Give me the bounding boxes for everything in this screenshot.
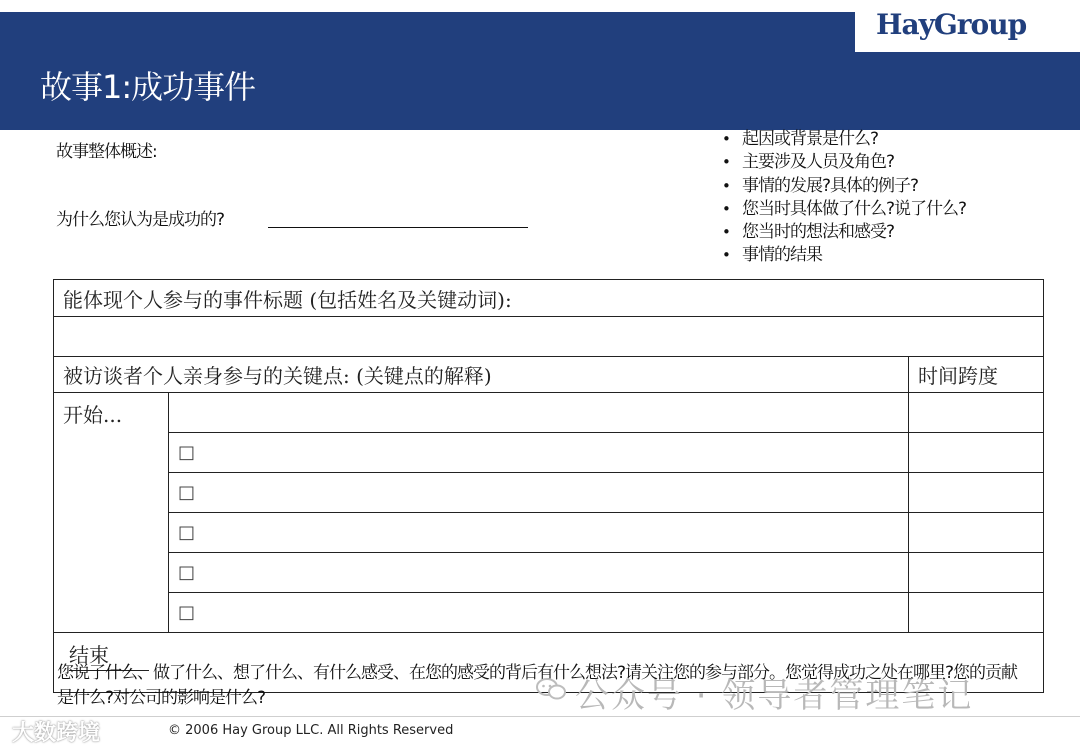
checkbox-icon[interactable]: □ xyxy=(169,433,909,473)
start-label: 开始... xyxy=(54,393,169,633)
time-span-field[interactable] xyxy=(909,433,1044,473)
checkbox-icon[interactable]: □ xyxy=(169,553,909,593)
time-span-field[interactable] xyxy=(909,393,1044,433)
guiding-question: • 您当时的想法和感受? xyxy=(722,222,895,243)
bullet-icon: • xyxy=(722,246,730,265)
wechat-icon xyxy=(536,677,566,701)
footer-watermark: 大数跨境 xyxy=(12,721,101,746)
time-span-field[interactable] xyxy=(909,513,1044,553)
table-row xyxy=(54,513,1044,553)
event-title-field[interactable] xyxy=(54,317,1044,357)
time-span-header: 时间跨度 xyxy=(909,357,1044,393)
checkbox-icon[interactable]: □ xyxy=(169,513,909,553)
guiding-question: • 主要涉及人员及角色? xyxy=(722,152,895,173)
copyright-text: © 2006 Hay Group LLC. All Rights Reserved xyxy=(168,723,454,738)
time-span-field[interactable] xyxy=(909,553,1044,593)
end-label: 结束 xyxy=(69,639,149,671)
event-title-label: 能体现个人参与的事件标题 (包括姓名及关键动词): xyxy=(54,280,1044,317)
table-row xyxy=(54,280,1044,317)
table-row xyxy=(54,553,1044,593)
why-success-prompt: 为什么您认为是成功的? xyxy=(56,210,225,230)
table-row xyxy=(54,357,1044,393)
guiding-question: • 事情的发展?具体的例子? xyxy=(722,175,919,196)
guiding-question: • 事情的结果 xyxy=(722,245,822,266)
key-points-header: 被访谈者个人亲身参与的关键点: (关键点的解释) xyxy=(54,357,909,393)
wechat-watermark: 公众号 · 领导者管理笔记 xyxy=(575,676,974,716)
time-span-field[interactable] xyxy=(909,473,1044,513)
overview-prompt: 故事整体概述: xyxy=(56,142,157,162)
footer-divider xyxy=(0,716,1080,717)
table-row xyxy=(54,317,1044,357)
haygroup-logo: HayGroup xyxy=(876,8,1027,41)
why-success-answer-line xyxy=(268,227,528,228)
checkbox-icon[interactable]: □ xyxy=(169,473,909,513)
bullet-icon: • xyxy=(722,130,730,148)
instruction-note: 您说了什么、做了什么、想了什么、有什么感受、在您的感受的背后有什么想法?请关注您的参与部分。您觉得成功之处在哪里?您的贡献是什么?对公司的影响是什么? xyxy=(57,663,1018,708)
table-row xyxy=(54,393,1044,433)
table-row xyxy=(54,433,1044,473)
bullet-icon: • xyxy=(722,176,730,195)
time-span-field[interactable] xyxy=(909,593,1044,633)
slide-title: 故事1:成功事件 xyxy=(40,68,256,106)
bullet-icon: • xyxy=(722,223,730,242)
event-form-table xyxy=(53,279,1044,693)
bullet-icon: • xyxy=(722,153,730,172)
checkbox-icon[interactable]: □ xyxy=(169,593,909,633)
bullet-icon: • xyxy=(722,199,730,218)
table-row xyxy=(54,473,1044,513)
guiding-question: • 起因或背景是什么? xyxy=(722,129,879,149)
table-row xyxy=(54,593,1044,633)
key-point-field[interactable] xyxy=(169,393,909,433)
guiding-question: • 您当时具体做了什么?说了什么? xyxy=(722,198,967,219)
guiding-questions-list xyxy=(722,128,966,268)
